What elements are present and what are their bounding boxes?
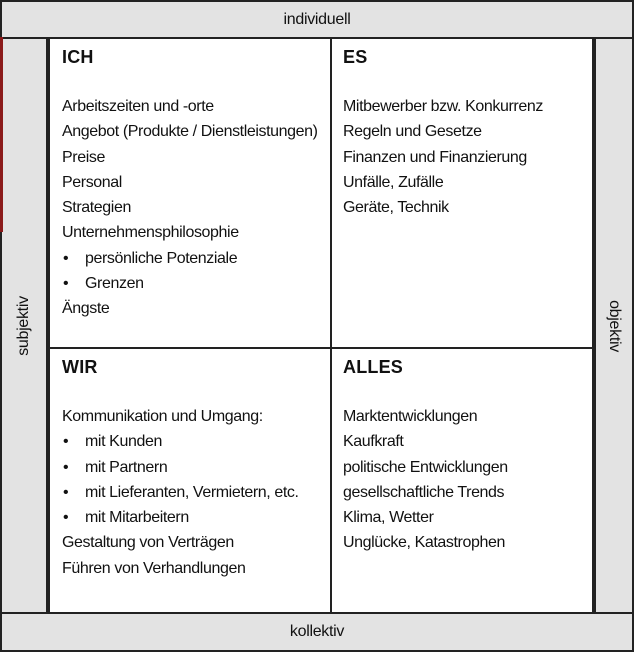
item-text: mit Lieferanten, Vermietern, etc. (85, 483, 299, 501)
item-text: Marktentwicklungen (343, 408, 478, 425)
list-item (62, 170, 330, 195)
list-item (343, 170, 594, 195)
list-item (62, 220, 330, 245)
item-text: Strategien (62, 199, 131, 217)
item-text: Preise (62, 148, 105, 166)
bullet-list-item (62, 429, 330, 454)
item-text: Klima, Wetter (343, 509, 434, 527)
list-item (343, 480, 594, 505)
quadrant-item-list (343, 404, 594, 556)
bullet-list-item (62, 480, 330, 505)
axis-label-right (594, 37, 634, 614)
axis-label-bottom (0, 612, 634, 652)
bullet-icon: • (63, 275, 69, 293)
item-text: mit Mitarbeitern (85, 509, 189, 527)
list-item (343, 195, 594, 220)
item-text: Finanzen und Finanzierung (343, 148, 527, 166)
bullet-list-item (62, 455, 330, 480)
quadrant-title: ES (343, 47, 368, 67)
list-item (343, 455, 594, 480)
bullet-list-item (62, 271, 330, 296)
list-item (343, 94, 594, 119)
item-text: mit Kunden (85, 433, 162, 451)
accent-mark (0, 37, 3, 232)
quadrant-title: ICH (62, 47, 94, 67)
list-item (343, 404, 594, 429)
bullet-list-item (62, 505, 330, 530)
list-item (62, 296, 330, 321)
quadrant-title: WIR (62, 357, 98, 377)
axis-label-top (0, 0, 634, 39)
list-item (62, 195, 330, 220)
axis-left-text: subjektiv (15, 295, 32, 356)
bullet-list-item (62, 246, 330, 271)
item-text: Unternehmensphilosophie (62, 224, 239, 242)
list-item (343, 119, 594, 144)
bullet-icon: • (63, 433, 69, 451)
list-item (62, 119, 330, 144)
item-text: Unfälle, Zufälle (343, 173, 444, 191)
item-text: Kommunikation und Umgang: (62, 408, 263, 425)
quadrant-grid (48, 39, 594, 612)
list-item (343, 429, 594, 454)
list-item (343, 505, 594, 530)
list-item (62, 94, 330, 119)
item-text: gesellschaftliche Trends (343, 483, 505, 501)
quadrant-title: ALLES (343, 357, 404, 377)
bullet-icon: • (63, 458, 69, 476)
list-item (62, 145, 330, 170)
item-text: Kaufkraft (343, 433, 404, 451)
item-text: Grenzen (85, 275, 144, 293)
item-text: Personal (62, 173, 122, 191)
list-item (62, 404, 330, 429)
item-text: Unglücke, Katastrophen (343, 534, 505, 552)
bullet-icon: • (63, 249, 69, 267)
quadrant-item-list (343, 94, 594, 220)
quadrant-item-list (62, 94, 330, 322)
axis-top-text: individuell (283, 10, 351, 28)
quadrant-alles (332, 349, 594, 612)
axis-bottom-text: kollektiv (289, 623, 345, 640)
item-text: Regeln und Gesetze (343, 123, 482, 141)
quadrant-ich (50, 39, 332, 349)
item-text: Führen von Verhandlungen (62, 559, 246, 577)
axis-label-left (0, 37, 48, 614)
axis-right-text: objektiv (606, 299, 624, 352)
item-text: mit Partnern (85, 458, 168, 476)
list-item (62, 556, 330, 581)
quadrant-wir (50, 349, 332, 612)
list-item (62, 530, 330, 555)
item-text: Geräte, Technik (343, 199, 449, 217)
item-text: Mitbewerber bzw. Konkurrenz (343, 98, 543, 115)
bullet-icon: • (63, 509, 69, 527)
quadrant-item-list (62, 404, 330, 581)
list-item (343, 530, 594, 555)
item-text: Gestaltung von Verträgen (62, 534, 234, 552)
item-text: Angebot (Produkte / Dienstleistungen) (62, 123, 318, 141)
item-text: politische Entwicklungen (343, 458, 508, 476)
item-text: Arbeitszeiten und -orte (62, 98, 214, 115)
item-text: Ängste (62, 300, 110, 318)
bullet-icon: • (63, 483, 69, 501)
item-text: persönliche Potenziale (85, 249, 238, 267)
list-item (343, 145, 594, 170)
quadrant-es (332, 39, 594, 349)
